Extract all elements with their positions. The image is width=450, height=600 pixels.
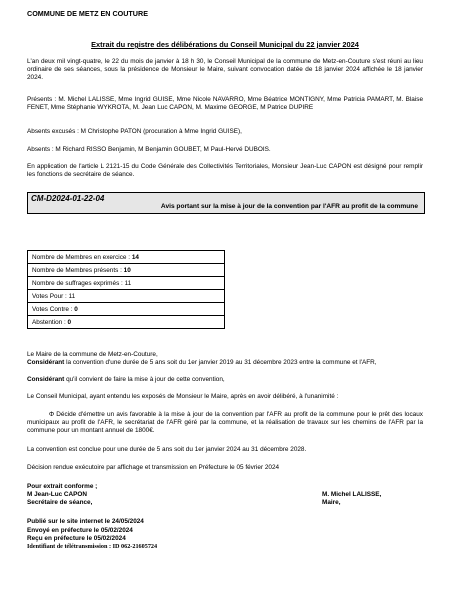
extrait-conforme: Pour extrait conforme ; [27, 483, 98, 490]
identifiant-line: Identifiant de télétransmission : ID 062-21605724 [27, 543, 158, 550]
vote-cell: Nombre de Membres présents : 10 [28, 264, 225, 277]
publie-line: Publié sur le site internet le 24/05/2024 [27, 518, 144, 525]
decision-paragraph: Φ Décide d'émettre un avis favorable à la mise à jour de la convention par l'AFR au profit de la commune pour le prêt des locaux municipaux au profit de l'AFR, le secrétariat de l'AFR géré par la commune, et la réalisation de travaux sur les chemins de l'AFR par la commune pour un montant annuel de 1800€. [27, 411, 423, 435]
commune-name: COMMUNE DE METZ EN COUTURE [27, 9, 148, 18]
secretary-role: Secrétaire de séance, [27, 499, 93, 506]
conseil-paragraph: Le Conseil Municipal, ayant entendu les exposés de Monsieur le Maire, après en avoir délibéré, à l'unanimité : [27, 393, 339, 400]
vote-cell: Nombre de suffrages exprimés : 11 [28, 277, 225, 290]
presents-paragraph: Présents : M. Michel LALISSE, Mme Ingrid GUISE, Mme Nicole NAVARRO, Mme Béatrice MONTIGNY, Mme Patricia PAMART, M. Blaise FENET, Mme Stéphanie WYKROTA, M. Jean Luc CAPON, M. Maxime GEORGE, M Patrice DUPIRE [27, 96, 423, 112]
considerant-2: Considérant qu'il convient de faire la mise à jour de cette convention, [27, 376, 225, 383]
deliberation-reference-box [27, 192, 425, 214]
votes-table [27, 250, 225, 329]
votes-row [28, 303, 225, 316]
document-title: Extrait du registre des délibérations du Conseil Municipal du 22 janvier 2024 [91, 40, 359, 49]
absents-paragraph: Absents : M Richard RISSO Benjamin, M Benjamin GOUBET, M Paul-Hervé DUBOIS. [27, 146, 271, 153]
votes-row [28, 251, 225, 264]
mayor-name: M. Michel LALISSE, [322, 491, 382, 498]
votes-row [28, 316, 225, 329]
considerant-1: Considérant la convention d'une durée de 5 ans soit du 1er janvier 2019 au 31 décembre 2023 entre la commune et l'AFR, [27, 359, 377, 366]
envoye-line: Envoyé en préfecture le 05/02/2024 [27, 527, 133, 534]
deliberation-subject: Avis portant sur la mise à jour de la convention par l'AFR au profit de la commune [160, 203, 418, 210]
votes-row [28, 277, 225, 290]
intro-paragraph: L'an deux mil vingt-quatre, le 22 du mois de janvier à 18 h 30, le Conseil Municipal de la commune de Metz-en-Couture s'est réuni au lieu ordinaire de ses séances, sous la présidence de Monsieur le Maire, suivant convocation datée de 18 janvier 2024 affichée le 18 janvier 2024. [27, 58, 423, 82]
maire-line: Le Maire de la commune de Metz-en-Couture, [27, 351, 158, 358]
vote-cell: Votes Contre : 0 [28, 303, 225, 316]
application-paragraph: En application de l'article L 2121-15 du Code Générale des Collectivités Territoriales, Monsieur Jean-Luc CAPON est désigné pour remplir les fonctions de secrétaire de séance. [27, 163, 423, 179]
executoire-line: Décision rendue exécutoire par affichage et transmission en Préfecture le 05 février 2024 [27, 464, 280, 471]
secretary-name: M Jean-Luc CAPON [27, 491, 88, 498]
deliberation-id: CM-D2024-01-22-04 [31, 194, 105, 203]
vote-cell: Nombre de Membres en exercice : 14 [28, 251, 225, 264]
convention-duration: La convention est conclue pour une durée de 5 ans soit du 1er janvier 2024 au 31 décembre 2028. [27, 446, 307, 453]
vote-cell: Votes Pour : 11 [28, 290, 225, 303]
votes-row [28, 290, 225, 303]
excuses-paragraph: Absents excusés : M Christophe PATON (procuration à Mme Ingrid GUISE), [27, 128, 242, 135]
recu-line: Reçu en préfecture le 05/02/2024 [27, 535, 126, 542]
vote-cell: Abstention : 0 [28, 316, 225, 329]
mayor-role: Maire, [322, 499, 341, 506]
votes-row [28, 264, 225, 277]
